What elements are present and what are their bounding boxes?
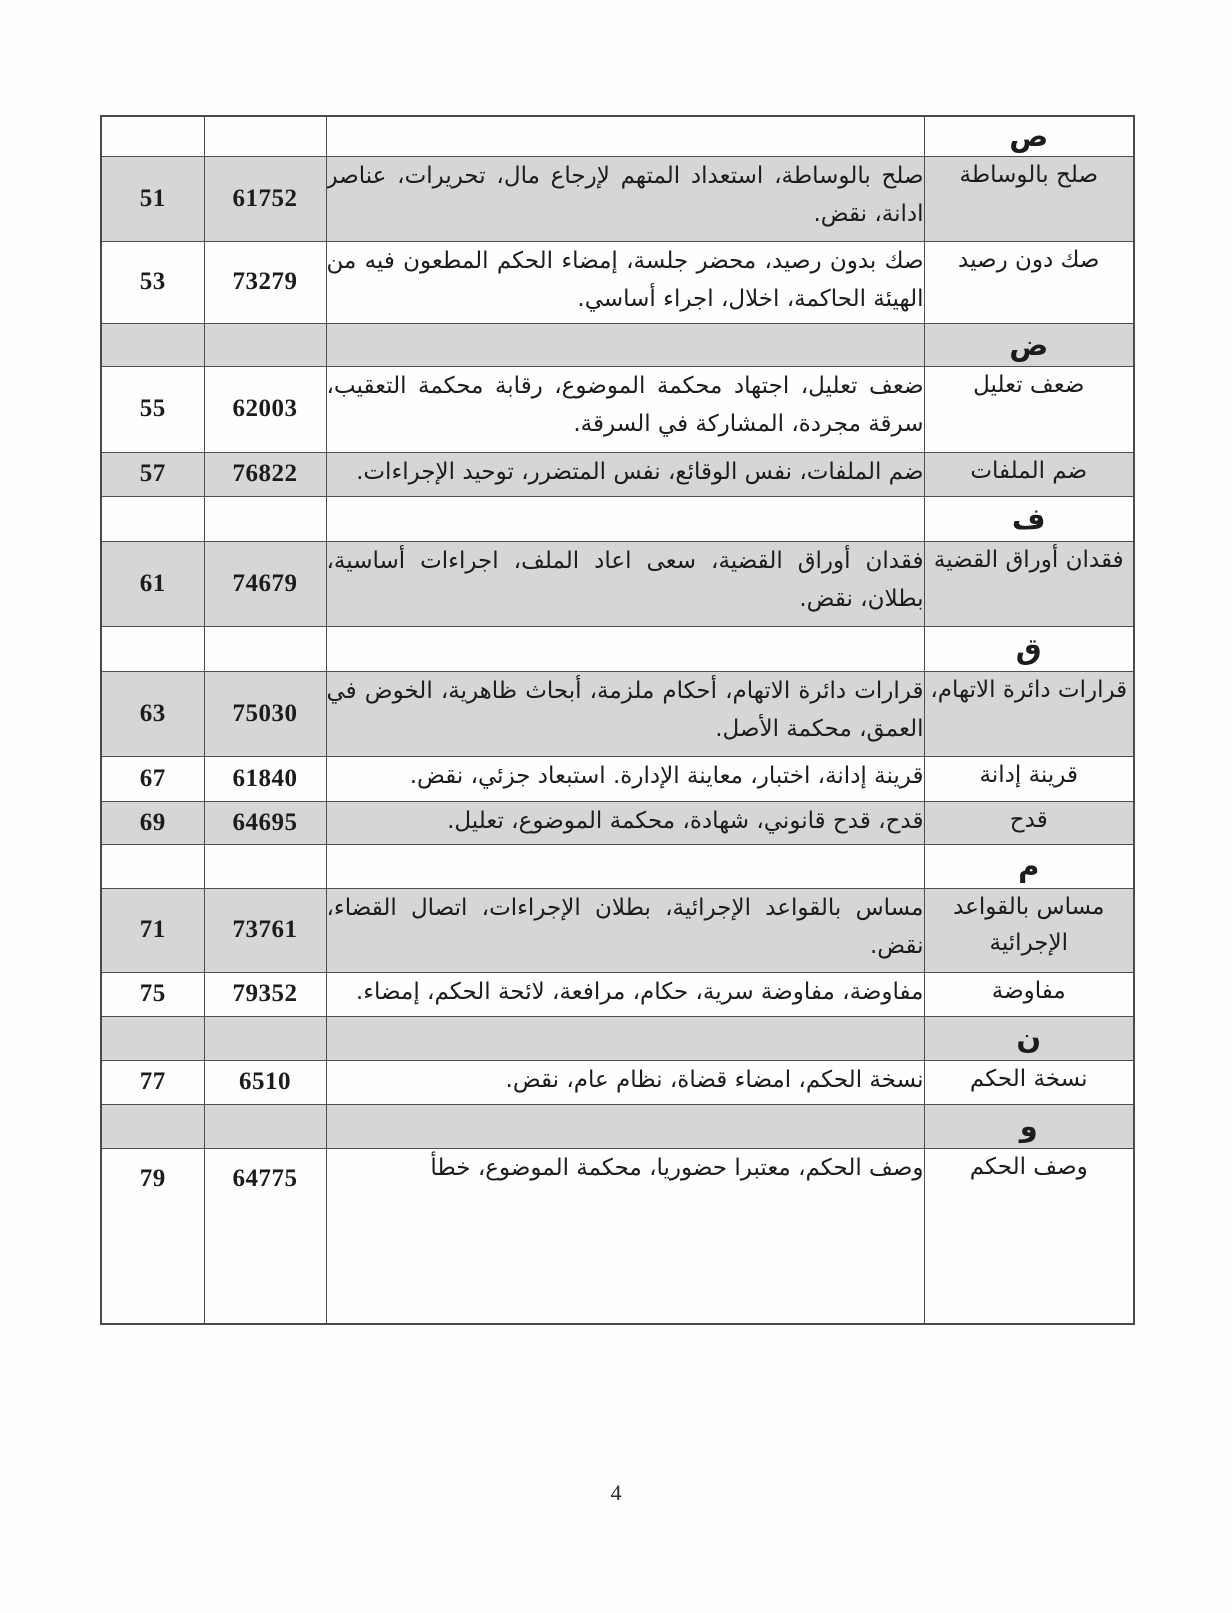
entry-description-text: ضعف تعليل، اجتهاد محكمة الموضوع، رقابة محكمة التعقيب، سرقة مجردة، المشاركة في السرقة.	[326, 372, 924, 437]
empty-description-cell	[326, 496, 924, 541]
section-letter	[924, 844, 1134, 888]
index-entry-row	[101, 671, 1134, 756]
entry-code	[204, 366, 326, 452]
entry-term-text: قرارات دائرة الاتهام،	[930, 676, 1128, 703]
entry-code-text: 61752	[232, 184, 298, 212]
entry-description-text: مفاوضة، مفاوضة سرية، حكام، مرافعة، لائحة الحكم، إمضاء.	[355, 978, 924, 1005]
entry-code-text: 73279	[232, 268, 298, 295]
entry-code-text: 62003	[232, 395, 298, 422]
empty-page-cell	[101, 1016, 204, 1060]
index-entry-row	[101, 452, 1134, 496]
entry-page-text: 53	[139, 268, 166, 295]
entry-page-text: 77	[139, 1068, 166, 1095]
empty-code-cell	[204, 496, 326, 541]
entry-page-text: 51	[139, 184, 166, 212]
section-letter	[924, 496, 1134, 541]
index-entry-row	[101, 156, 1134, 241]
section-letter-text: ض	[1009, 327, 1049, 362]
entry-page-text: 55	[139, 395, 166, 422]
entry-code-text: 74679	[232, 569, 298, 597]
entry-term	[924, 1060, 1134, 1104]
empty-code-cell	[204, 1016, 326, 1060]
entry-page-text: 57	[139, 460, 166, 487]
empty-description-cell	[326, 323, 924, 366]
section-letter-text: ف	[1011, 501, 1046, 536]
entry-term-text: قرينة إدانة	[979, 761, 1078, 788]
entry-description-text: ضم الملفات، نفس الوقائع، نفس المتضرر، توحيد الإجراءات.	[356, 458, 924, 485]
entry-term-text: فقدان أوراق القضية	[933, 546, 1124, 573]
entry-code-text: 76822	[232, 460, 298, 487]
index-entry-row	[101, 888, 1134, 972]
entry-page	[101, 671, 204, 756]
entry-code	[204, 452, 326, 496]
section-header-row	[101, 116, 1134, 156]
entry-page	[101, 1148, 204, 1324]
entry-description-text: صلح بالوساطة، استعداد المتهم لإرجاع مال، تحريرات، عناصر ادانة، نقض.	[326, 162, 924, 227]
page-number: 4	[610, 1480, 622, 1505]
entry-description	[326, 972, 924, 1016]
empty-code-cell	[204, 1104, 326, 1148]
entry-term	[924, 1148, 1134, 1324]
entry-description-text: صك بدون رصيد، محضر جلسة، إمضاء الحكم المطعون فيه من الهيئة الحاكمة، اخلال، اجراء أساسي.	[326, 247, 924, 312]
index-table-body	[101, 116, 1134, 1324]
entry-code-text: 75030	[232, 699, 298, 727]
index-entry-row	[101, 1148, 1134, 1324]
entry-code	[204, 156, 326, 241]
entry-description	[326, 241, 924, 323]
index-entry-row	[101, 756, 1134, 801]
entry-code-text: 73761	[232, 916, 298, 943]
entry-page	[101, 241, 204, 323]
entry-page-text: 63	[139, 699, 166, 727]
entry-code	[204, 1148, 326, 1324]
empty-page-cell	[101, 116, 204, 156]
entry-code	[204, 972, 326, 1016]
entry-page	[101, 452, 204, 496]
empty-page-cell	[101, 323, 204, 366]
entry-description	[326, 366, 924, 452]
entry-description	[326, 156, 924, 241]
empty-description-cell	[326, 1104, 924, 1148]
entry-description-text: قرارات دائرة الاتهام، أحكام ملزمة، أبحاث ظاهرية، الخوض في العمق، محكمة الأصل.	[326, 677, 924, 742]
entry-code	[204, 756, 326, 801]
entry-term	[924, 972, 1134, 1016]
empty-code-cell	[204, 844, 326, 888]
entry-code-text: 6510	[239, 1068, 291, 1095]
entry-code	[204, 888, 326, 972]
entry-term	[924, 241, 1134, 323]
section-letter-text: ن	[1016, 1021, 1042, 1055]
section-letter	[924, 1104, 1134, 1148]
entry-description	[326, 888, 924, 972]
empty-page-cell	[101, 626, 204, 671]
section-letter	[924, 626, 1134, 671]
entry-term	[924, 756, 1134, 801]
index-entry-row	[101, 801, 1134, 844]
entry-description-text: قرينة إدانة، اختبار، معاينة الإدارة. استبعاد جزئي، نقض.	[409, 762, 924, 789]
legal-index-table	[100, 115, 1135, 1325]
entry-page-text: 79	[139, 1164, 166, 1192]
entry-page	[101, 541, 204, 626]
entry-term-text: ضعف تعليل	[973, 371, 1085, 398]
empty-description-cell	[326, 844, 924, 888]
empty-page-cell	[101, 496, 204, 541]
empty-page-cell	[101, 844, 204, 888]
entry-term	[924, 156, 1134, 241]
entry-page-text: 71	[139, 916, 166, 943]
entry-term-text: قدح	[1009, 806, 1048, 833]
entry-term-text: مفاوضة	[991, 977, 1066, 1004]
entry-term	[924, 541, 1134, 626]
index-entry-row	[101, 1060, 1134, 1104]
section-header-row	[101, 1016, 1134, 1060]
entry-page	[101, 801, 204, 844]
entry-code	[204, 1060, 326, 1104]
empty-code-cell	[204, 116, 326, 156]
entry-code-text: 61840	[232, 764, 298, 792]
entry-description	[326, 671, 924, 756]
entry-code-text: 79352	[232, 980, 298, 1007]
entry-term	[924, 452, 1134, 496]
entry-code	[204, 241, 326, 323]
entry-description-text: نسخة الحكم، امضاء قضاة، نظام عام، نقض.	[505, 1066, 924, 1093]
entry-page-text: 61	[139, 569, 166, 597]
section-header-row	[101, 844, 1134, 888]
entry-description-text: وصف الحكم، معتبرا حضوريا، محكمة الموضوع، خطأ	[430, 1154, 924, 1181]
section-letter	[924, 323, 1134, 366]
entry-description	[326, 756, 924, 801]
empty-description-cell	[326, 116, 924, 156]
entry-code	[204, 801, 326, 844]
entry-description	[326, 801, 924, 844]
empty-description-cell	[326, 626, 924, 671]
entry-description-text: قدح، قدح قانوني، شهادة، محكمة الموضوع، تعليل.	[447, 807, 924, 834]
entry-term-text: نسخة الحكم	[969, 1065, 1088, 1092]
entry-term-text: صك دون رصيد	[958, 246, 1100, 273]
empty-page-cell	[101, 1104, 204, 1148]
entry-term-text: ضم الملفات	[970, 457, 1088, 484]
entry-description-text: فقدان أوراق القضية، سعى اعاد الملف، اجراءات أساسية، بطلان، نقض.	[326, 547, 924, 612]
entry-term-text: وصف الحكم	[969, 1153, 1088, 1180]
entry-description	[326, 1148, 924, 1324]
section-letter	[924, 1016, 1134, 1060]
index-entry-row	[101, 241, 1134, 323]
section-header-row	[101, 323, 1134, 366]
empty-description-cell	[326, 1016, 924, 1060]
entry-term	[924, 366, 1134, 452]
entry-page	[101, 1060, 204, 1104]
entry-page	[101, 156, 204, 241]
entry-description	[326, 452, 924, 496]
entry-page	[101, 756, 204, 801]
section-header-row	[101, 626, 1134, 671]
empty-code-cell	[204, 626, 326, 671]
entry-term-text: صلح بالوساطة	[959, 161, 1099, 188]
entry-page-text: 67	[139, 764, 166, 792]
section-header-row	[101, 1104, 1134, 1148]
entry-term-text: مساس بالقواعد الإجرائية	[953, 893, 1105, 956]
entry-term	[924, 801, 1134, 844]
entry-page	[101, 972, 204, 1016]
index-entry-row	[101, 366, 1134, 452]
entry-code	[204, 671, 326, 756]
index-entry-row	[101, 972, 1134, 1016]
entry-code	[204, 541, 326, 626]
empty-code-cell	[204, 323, 326, 366]
section-header-row	[101, 496, 1134, 541]
entry-description	[326, 1060, 924, 1104]
section-letter-text: م	[1018, 849, 1040, 883]
entry-page-text: 69	[139, 808, 166, 836]
entry-code-text: 64775	[232, 1164, 298, 1192]
entry-description-text: مساس بالقواعد الإجرائية، بطلان الإجراءات، اتصال القضاء، نقض.	[326, 894, 924, 959]
entry-term	[924, 888, 1134, 972]
section-letter	[924, 116, 1134, 156]
entry-page	[101, 366, 204, 452]
section-letter-text: و	[1019, 1109, 1038, 1143]
entry-code-text: 64695	[232, 808, 298, 836]
entry-description	[326, 541, 924, 626]
entry-term	[924, 671, 1134, 756]
index-entry-row	[101, 541, 1134, 626]
entry-page-text: 75	[139, 980, 166, 1007]
section-letter-text: ق	[1015, 631, 1042, 666]
section-letter-text: ص	[1009, 119, 1049, 154]
entry-page	[101, 888, 204, 972]
